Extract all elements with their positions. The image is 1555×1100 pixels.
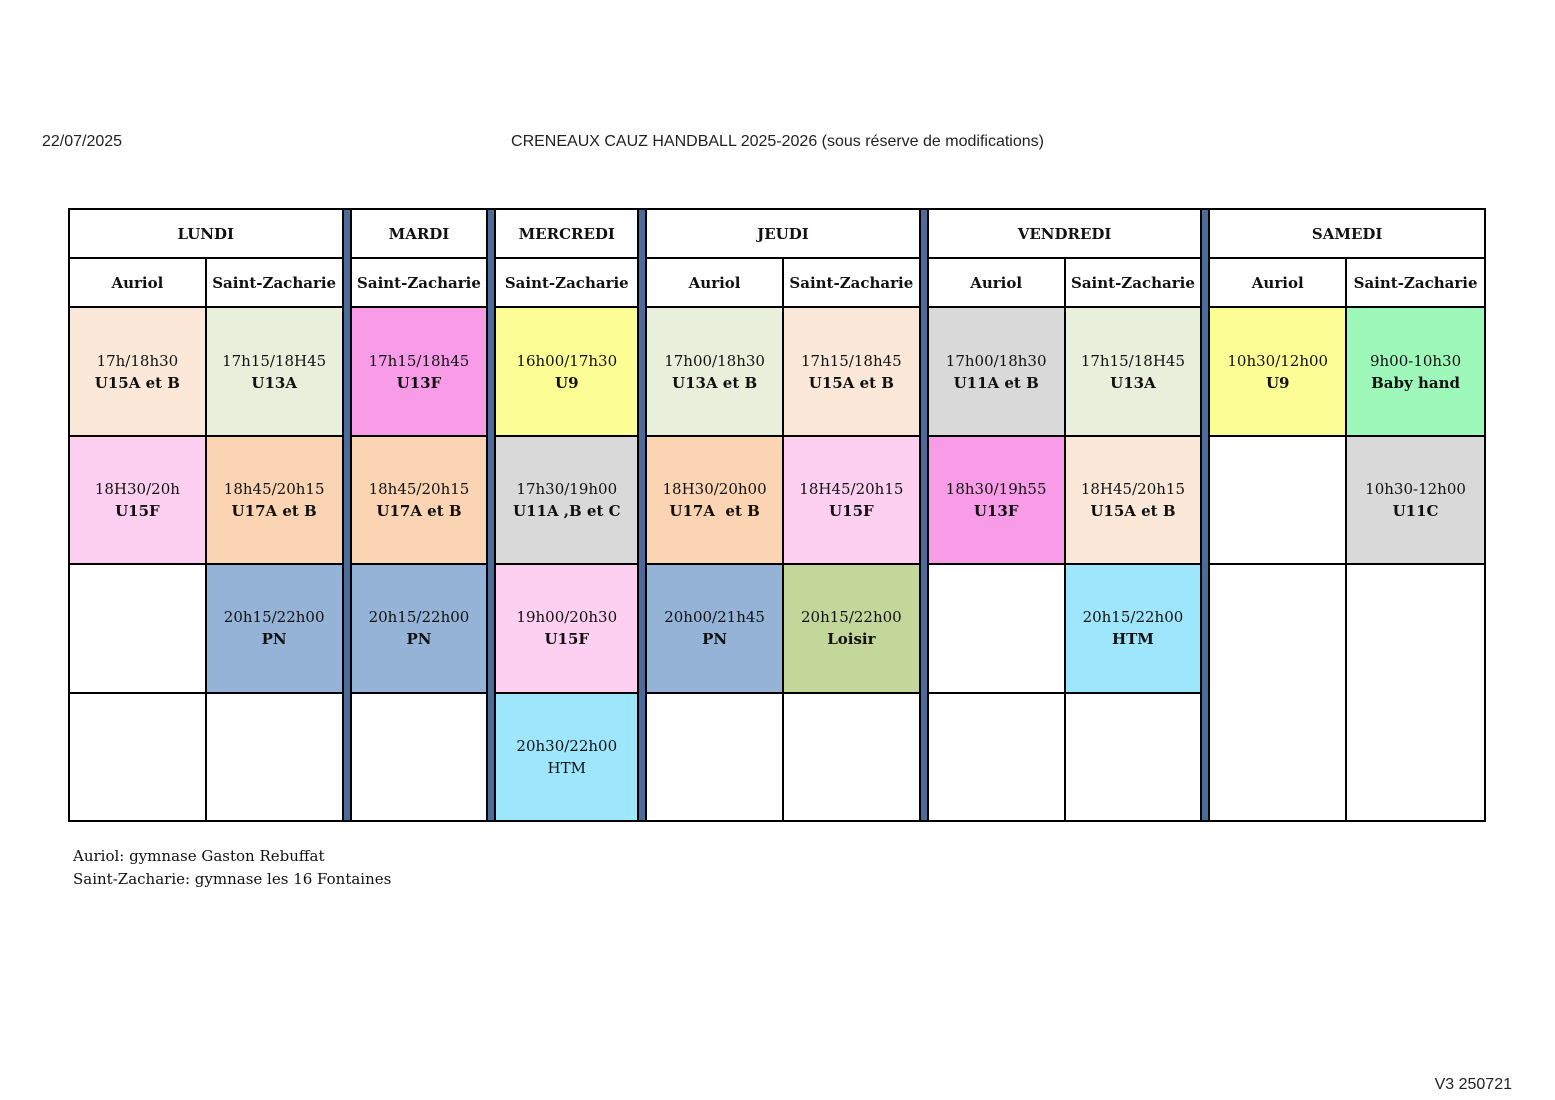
slot-cell xyxy=(1065,307,1202,435)
schedule-table xyxy=(68,208,1486,822)
location-header: Saint-Zacharie xyxy=(351,258,488,307)
document-date: 22/07/2025 xyxy=(42,133,123,150)
slot-group: U15A et B xyxy=(808,373,894,392)
slot-time: 17h15/18H45 xyxy=(1080,351,1185,370)
slot-time: 17h15/18H45 xyxy=(222,351,327,370)
slot-cell xyxy=(69,307,206,435)
slot-time: 17h15/18h45 xyxy=(368,351,470,370)
day-separator xyxy=(1201,209,1209,821)
empty-slot xyxy=(783,693,920,821)
slot-time: 20h15/22h00 xyxy=(368,608,470,627)
slot-group: PN xyxy=(261,630,287,649)
slot-cell xyxy=(495,436,638,564)
slot-time: 18H30/20h00 xyxy=(662,479,767,498)
slot-time: 20h30/22h00 xyxy=(516,736,618,755)
location-header: Saint-Zacharie xyxy=(783,258,920,307)
location-header: Saint-Zacharie xyxy=(495,258,638,307)
slot-row-3 xyxy=(69,564,1485,692)
slot-group: U17A et B xyxy=(376,501,462,520)
slot-group: U11A et B xyxy=(953,373,1039,392)
slot-group: HTM xyxy=(547,758,586,777)
location-header: Saint-Zacharie xyxy=(206,258,343,307)
slot-time: 20h15/22h00 xyxy=(800,608,902,627)
slot-cell xyxy=(206,564,343,692)
day-header-jeudi: JEUDI xyxy=(646,209,920,258)
day-header-mardi: MARDI xyxy=(351,209,488,258)
slot-group: U17A et B xyxy=(231,501,317,520)
location-header: Auriol xyxy=(69,258,206,307)
slot-group: U17A et B xyxy=(669,501,760,520)
slot-time: 17h15/18h45 xyxy=(800,351,902,370)
location-header: Auriol xyxy=(646,258,783,307)
slot-group: U13A xyxy=(1110,373,1156,392)
slot-cell xyxy=(646,564,783,692)
slot-group: U9 xyxy=(555,373,579,392)
location-header: Saint-Zacharie xyxy=(1346,258,1485,307)
empty-slot xyxy=(928,564,1065,692)
slot-time: 18h30/19h55 xyxy=(945,479,1047,498)
slot-cell xyxy=(1346,436,1485,564)
slot-cell xyxy=(351,564,488,692)
slot-cell xyxy=(351,307,488,435)
slot-cell xyxy=(206,307,343,435)
slot-time: 18H30/20h xyxy=(94,479,180,498)
slot-time: 20h00/21h45 xyxy=(664,608,765,627)
version-label: V3 250721 xyxy=(1434,1076,1512,1093)
slot-cell xyxy=(928,307,1065,435)
empty-slot xyxy=(351,693,488,821)
slot-time: 17h00/18h30 xyxy=(945,351,1047,370)
slot-cell xyxy=(351,436,488,564)
slot-cell xyxy=(495,564,638,692)
location-header: Saint-Zacharie xyxy=(1065,258,1202,307)
location-header-row xyxy=(69,258,1485,307)
location-legend xyxy=(73,845,391,891)
slot-group: U15F xyxy=(829,501,874,520)
slot-row-2 xyxy=(69,436,1485,564)
slot-group: HTM xyxy=(1111,630,1154,649)
slot-time: 10h30/12h00 xyxy=(1227,351,1329,370)
slot-cell xyxy=(495,307,638,435)
slot-group: U9 xyxy=(1265,373,1290,392)
empty-slot xyxy=(646,693,783,821)
slot-time: 18h45/20h15 xyxy=(368,479,470,498)
slot-time: 18H45/20h15 xyxy=(799,479,904,498)
slot-time: 17h/18h30 xyxy=(96,351,179,370)
slot-cell xyxy=(783,436,920,564)
empty-slot xyxy=(928,693,1065,821)
empty-slot xyxy=(1346,564,1485,821)
slot-row-1 xyxy=(69,307,1485,435)
empty-slot xyxy=(1209,564,1346,821)
slot-group: PN xyxy=(702,630,728,649)
day-header-vendredi: VENDREDI xyxy=(928,209,1202,258)
location-header: Auriol xyxy=(928,258,1065,307)
slot-cell xyxy=(646,436,783,564)
empty-slot xyxy=(206,693,343,821)
slot-group: Loisir xyxy=(827,630,876,649)
day-separator xyxy=(343,209,351,821)
slot-time: 20h15/22h00 xyxy=(223,608,325,627)
slot-group: U15A et B xyxy=(1090,501,1176,520)
slot-group: U15F xyxy=(115,501,160,520)
slot-time: 9h00-10h30 xyxy=(1369,351,1462,370)
slot-time: 18H45/20h15 xyxy=(1080,479,1185,498)
slot-cell xyxy=(783,564,920,692)
slot-cell xyxy=(646,307,783,435)
day-header-row xyxy=(69,209,1485,258)
slot-cell xyxy=(1065,564,1202,692)
document-title: CRENEAUX CAUZ HANDBALL 2025-2026 (sous réserve de modifications) xyxy=(511,133,1044,150)
slot-cell xyxy=(495,693,638,821)
slot-time: 19h00/20h30 xyxy=(516,608,618,627)
slot-cell xyxy=(206,436,343,564)
slot-time: 18h45/20h15 xyxy=(223,479,325,498)
slot-group: U11C xyxy=(1392,501,1439,520)
slot-time: 17h00/18h30 xyxy=(664,351,765,370)
slot-group: U11A ,B et C xyxy=(512,501,621,520)
day-separator xyxy=(638,209,646,821)
slot-time: 20h15/22h00 xyxy=(1082,608,1184,627)
slot-cell xyxy=(1065,436,1202,564)
empty-slot xyxy=(69,564,206,692)
slot-cell xyxy=(69,436,206,564)
slot-group: U15F xyxy=(544,630,590,649)
slot-group: Baby hand xyxy=(1371,373,1460,392)
day-header-mercredi: MERCREDI xyxy=(495,209,638,258)
location-header: Auriol xyxy=(1209,258,1346,307)
empty-slot xyxy=(1209,436,1346,564)
slot-group: U13A xyxy=(251,373,297,392)
slot-cell xyxy=(1209,307,1346,435)
empty-slot xyxy=(1065,693,1202,821)
day-header-samedi: SAMEDI xyxy=(1209,209,1485,258)
day-separator xyxy=(487,209,495,821)
slot-group: U13F xyxy=(973,501,1019,520)
slot-time: 10h30-12h00 xyxy=(1365,479,1466,498)
day-header-lundi: LUNDI xyxy=(69,209,343,258)
legend-line-saint-zacharie: Saint-Zacharie: gymnase les 16 Fontaines xyxy=(73,870,392,888)
empty-slot xyxy=(69,693,206,821)
day-separator xyxy=(920,209,928,821)
slot-cell xyxy=(928,436,1065,564)
slot-group: PN xyxy=(406,630,432,649)
slot-cell xyxy=(1346,307,1485,435)
slot-cell xyxy=(783,307,920,435)
slot-time: 16h00/17h30 xyxy=(516,351,618,370)
slot-group: U15A et B xyxy=(94,373,180,392)
slot-group: U13A et B xyxy=(671,373,758,392)
legend-line-auriol: Auriol: gymnase Gaston Rebuffat xyxy=(73,847,325,865)
slot-group: U13F xyxy=(396,373,442,392)
slot-time: 17h30/19h00 xyxy=(516,479,618,498)
